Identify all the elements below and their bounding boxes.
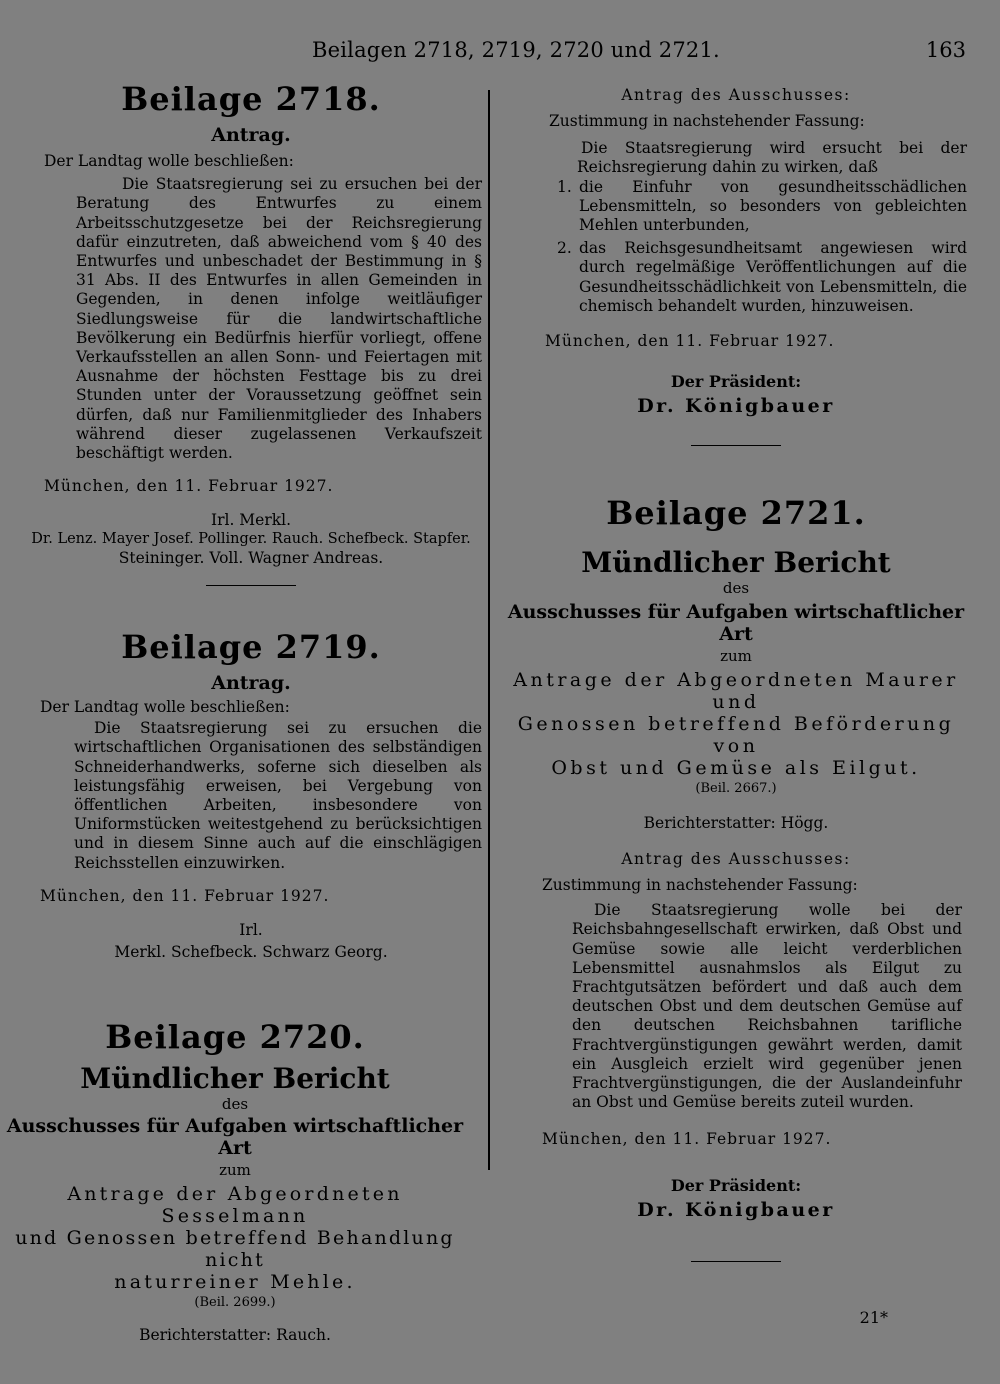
- beilage-2720-ref: (Beil. 2699.): [194, 1295, 276, 1310]
- section-beilage-2721: [498, 494, 974, 1262]
- beilage-2719-signers-1: Irl.: [239, 920, 263, 939]
- beilage-2721-des: des: [722, 579, 750, 597]
- beilage-2720-ausschuss: Ausschusses für Aufgaben wirtschaftlicher Art: [6, 1115, 464, 1159]
- beilage-2720-heading: Beilage 2720.: [105, 1018, 365, 1056]
- beilage-2720-berichterstatter: Berichterstatter: Rauch.: [139, 1326, 331, 1344]
- list-item: [557, 178, 967, 236]
- beilage-2721-praesident-name: Dr. Königbauer: [637, 1199, 835, 1222]
- beilage-2719-place-date: München, den 11. Februar 1927.: [40, 886, 330, 905]
- beilage-2720-bericht: Mündlicher Bericht: [80, 1062, 390, 1095]
- beilage-2721-antrag-line-2: Genossen betreffend Beförderung von: [517, 713, 955, 757]
- beilage-2721-place-date: München, den 11. Februar 1927.: [542, 1130, 832, 1149]
- beilage-2721-zum: zum: [720, 647, 752, 665]
- beilage-2721-ausschuss: Ausschusses für Aufgaben wirtschaftlicher Art: [507, 601, 965, 645]
- right-zustimmung: Zustimmung in nachstehender Fassung:: [549, 112, 865, 130]
- right-place-date: München, den 11. Februar 1927.: [545, 332, 835, 351]
- beilage-2721-antrag-line-1: Antrage der Abgeordneten Maurer und: [513, 669, 959, 713]
- beilage-2721-heading: Beilage 2721.: [606, 494, 866, 532]
- section-separator: [206, 585, 296, 586]
- beilage-2721-antrag-line-3: Obst und Gemüse als Eilgut.: [551, 757, 921, 779]
- section-beilage-2719: [20, 628, 482, 961]
- signature-mark: 21*: [859, 1308, 888, 1327]
- beilage-2718-signers-3: Steininger. Voll. Wagner Andreas.: [118, 549, 384, 568]
- beilage-2719-body: Die Staatsregierung sei zu ersuchen die wirtschaftlichen Organisationen des selbständigen Schneiderhandwerks, soferne sich dieselben als leistungsfähig erweisen, bei Vergebung von öffentlichen Arbeiten, insbesondere von Uniformstücken weitestgehend zu berücksichtigen und in diesem Sinne auch auf die einschlägigen Reichsstellen einzuwirken.: [74, 719, 482, 872]
- beilage-2720-antrag-line-3: naturreiner Mehle.: [114, 1271, 356, 1293]
- beilage-2718-place-date: München, den 11. Februar 1927.: [44, 477, 334, 496]
- section-beilage-2718: [20, 80, 482, 586]
- section-separator: [691, 445, 781, 446]
- right-praesident-label: Der Präsident:: [670, 372, 802, 392]
- beilage-2721-ref: (Beil. 2667.): [695, 781, 777, 796]
- beilage-2721-berichterstatter: Berichterstatter: Högg.: [643, 814, 829, 832]
- column-divider: [488, 90, 490, 1170]
- beilage-2718-signers-2: Dr. Lenz. Mayer Josef. Pollinger. Rauch. Schefbeck. Stapfer.: [31, 531, 471, 548]
- section-separator: [691, 1261, 781, 1262]
- beilage-2720-zum: zum: [219, 1161, 251, 1179]
- beilage-2719-heading: Beilage 2719.: [121, 628, 381, 666]
- beilage-2719-signers-2: Merkl. Schefbeck. Schwarz Georg.: [114, 942, 388, 961]
- beilage-2718-signers-1: Irl. Merkl.: [210, 511, 292, 530]
- beilage-2720-antrag-line-2: und Genossen betreffend Behandlung nicht: [15, 1227, 455, 1271]
- list-item-number: 2.: [557, 239, 572, 258]
- right-item-list: [505, 178, 967, 316]
- beilage-2721-body: Die Staatsregierung wolle bei der Reichsbahngesellschaft erwirken, daß Obst und Gemüse sowie alle leicht verderblichen Lebensmittel ausnahmslos als Eilgut zu Frachtgutsätzen befördert und daß auch dem deutschen Obst und dem deutschen Gemüse auf den deutschen Reichsbahnen tarifliche Frachtvergünstigungen gewährt werden, damit ein Ausgleich erzielt wird gegenüber jenen Frachtvergünstigungen, die der Auslandeinfuhr an Obst und Gemüse bereits zuteil wurden.: [572, 901, 962, 1112]
- beilage-2721-zustimmung: Zustimmung in nachstehender Fassung:: [542, 876, 858, 894]
- list-item-text: die Einfuhr von gesundheitsschädlichen Lebensmitteln, so besonders von gebleichten Mehlen unterbunden,: [579, 177, 967, 235]
- beilage-2719-subheading: Antrag.: [211, 672, 291, 694]
- beilage-2721-bericht: Mündlicher Bericht: [581, 546, 891, 579]
- beilage-2718-intro: Der Landtag wolle beschließen:: [44, 152, 294, 170]
- section-beilage-2720: [0, 1018, 470, 1344]
- list-item-text: das Reichsgesundheitsamt angewiesen wird durch regelmäßige Veröffentlichungen auf die Gesundheitsschädlichkeit von Lebensmitteln, die chemisch behandelt wurden, hinzuweisen.: [579, 239, 967, 315]
- beilage-2718-heading: Beilage 2718.: [121, 80, 381, 118]
- right-antrag-ausschuss: Antrag des Ausschusses:: [621, 86, 851, 104]
- beilage-2719-intro: Der Landtag wolle beschließen:: [40, 698, 290, 716]
- page-number: 163: [925, 38, 966, 62]
- beilage-2718-body: Die Staatsregierung sei zu ersuchen bei der Beratung des Entwurfes zu einem Arbeitsschutzgesetze bei der Reichsregierung dafür einzutreten, daß abweichend vom § 40 des Entwurfes und unbeschadet der Bestimmung in § 31 Abs. II des Entwurfes in allen Gemeinden in Gegenden, in denen infolge weitläufiger Siedlungsweise für die landwirtschaftliche Bevölkerung ein Bedürfnis hierfür vorliegt, offene Verkaufsstellen an allen Sonn- und Feiertagen mit Ausnahme der höchsten Festtage bis zu drei Stunden unter der Voraussetzung geöffnet sein dürfen, daß nur Familienmitglieder des Inhabers während dieser zugelassenen Verkaufszeit beschäftigt werden.: [76, 175, 482, 463]
- page-header: [0, 38, 1000, 68]
- right-body-intro: Die Staatsregierung wird ersucht bei der Reichsregierung dahin zu wirken, daß: [577, 139, 967, 177]
- right-praesident-name: Dr. Königbauer: [637, 395, 835, 418]
- beilage-2718-subheading: Antrag.: [211, 124, 291, 146]
- beilage-2720-des: des: [221, 1095, 249, 1113]
- list-item: [557, 239, 967, 316]
- section-beilage-2720-antrag: [505, 86, 967, 446]
- beilage-2721-antrag-ausschuss: Antrag des Ausschusses:: [621, 850, 851, 868]
- beilage-2720-antrag-line-1: Antrage der Abgeordneten Sesselmann: [67, 1183, 403, 1227]
- beilage-2721-praesident-label: Der Präsident:: [670, 1176, 802, 1196]
- running-title: Beilagen 2718, 2719, 2720 und 2721.: [312, 38, 720, 62]
- list-item-number: 1.: [557, 177, 572, 196]
